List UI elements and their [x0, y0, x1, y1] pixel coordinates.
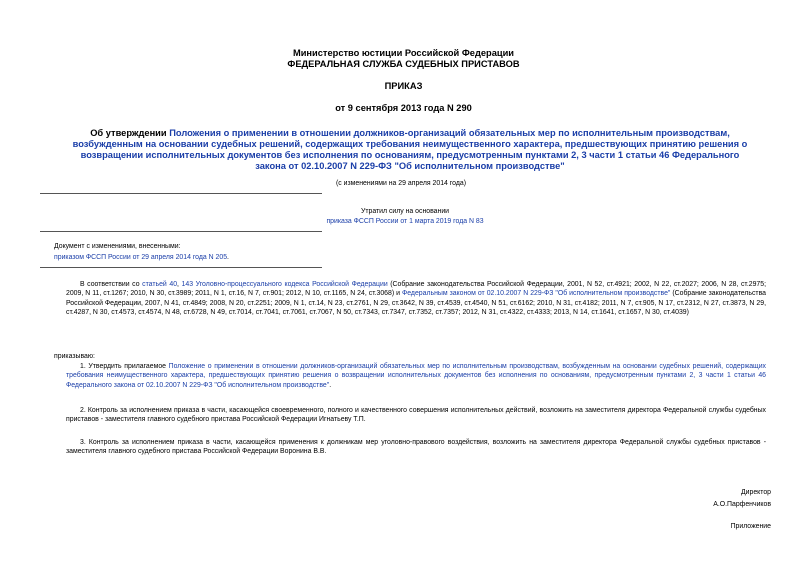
changes-line [54, 253, 229, 262]
preamble-link-article40[interactable]: статьей 40 [142, 281, 178, 288]
doc-type: ПРИКАЗ [384, 81, 423, 91]
changes-suffix: . [227, 254, 229, 261]
changes-label: Документ с изменениями, внесенными: [54, 243, 181, 250]
title-prefix: Об утверждении [90, 128, 170, 138]
ministry-name: Министерство юстиции Российской Федерации [292, 48, 515, 58]
service-name: ФЕДЕРАЛЬНАЯ СЛУЖБА СУДЕБНЫХ ПРИСТАВОВ [287, 59, 520, 69]
document-title [70, 128, 750, 172]
order-word: приказываю: [54, 353, 95, 360]
changes-link[interactable]: приказом ФССП России от 29 апреля 2014 года N 205 [54, 254, 228, 261]
doc-date-number: от 9 сентября 2013 года N 290 [335, 103, 472, 113]
signature-position: Директор [740, 489, 771, 496]
item-1-link[interactable]: Положение о применении в отношении должников-организаций обязательных мер по исполнительным производствам, возбужденным на основании судебных решений, содержащих требования неимущественного характера, предшествующих принятию решения о возвращении исполнительных документов без исполнения по основаниям, предусмотренным пунктами 2, 3 части 1 статьи 46 Федерального закона от 02.10.2007 N 229-ФЗ "Об исполнительном производстве" [66, 363, 767, 389]
expired-link[interactable]: приказа ФССП России от 1 марта 2019 года N 83 [326, 218, 484, 225]
preamble-link-229fz[interactable]: Федеральным законом от 02.10.2007 N 229-ФЗ "Об исполнительном производстве" [402, 290, 671, 298]
item-1: 1. Утвердить прилагаемое Положение о применении в отношении должников-организаций обязательных мер по исполнительным производствам, возбужденным на основании судебных решений, содержащих требования неимущественного характера, предшествующих принятию решения о возвращении исполнительных документов без исполнения по основаниям, предусмотренным пунктами 2, 3 части 1 статьи 46 Федерального закона от 02.10.2007 N 229-ФЗ "Об исполнительном производстве". [66, 363, 767, 389]
divider [40, 193, 322, 194]
amendments-note: (с изменениями на 29 апреля 2014 года) [336, 180, 466, 187]
expired-label: Утратил силу на основании [360, 208, 450, 215]
divider [40, 231, 322, 232]
title-link[interactable]: Положения о применении в отношении должников-организаций обязательных мер по исполнительным производствам, возбужденным на основании судебных решений, содержащих требования неимущественного характера, предшествующих принятию решения о возвращении исполнительных документов без исполнения по основаниям, предусмотренным пунктами 2, 3 части 1 статьи 46 Федерального закона от 02.10.2007 N 229-ФЗ "Об исполнительном производстве" [72, 128, 748, 171]
appendix-label: Приложение [730, 523, 771, 530]
preamble-link-upk[interactable]: 143 Уголовно-процессуального кодекса Российской Федерации [181, 281, 388, 288]
item-3: 3. Контроль за исполнением приказа в части, касающейся применения к должникам мер уголовно-правового воздействия, возложить на заместителя директора Федеральной службы судебных приставов - заместителя главного судебного пристава Российской Федерации Воронина В.В. [66, 439, 766, 456]
signature-name: А.О.Парфенчиков [713, 501, 771, 508]
item-2: 2. Контроль за исполнением приказа в части, касающейся своевременного, полного и качественного совершения исполнительных действий, возложить на заместителя директора Федеральной службы судебных приставов - заместителя главного судебного пристава Российской Федерации Игнатьеву Т.П. [66, 407, 766, 424]
preamble: В соответствии со статьей 40, 143 Уголовно-процессуального кодекса Российской Федерации (Собрание законодательства Российской Федерации, 2001, N 52, ст.4921; 2002, N 22, ст.2027; 2006, N 28, ст.2975; 2009, N 11, ст.1267; 2010, N 30, ст.3989; 2011, N 1, ст.16, N 7, ст.901; 2012, N 10, ст.1165, N 24, ст.3068) и Федеральным законом от 02.10.2007 N 229-ФЗ "Об исполнительном производстве" (Собрание законодательства Российской Федерации, 2007, N 41, ст.4849; 2008, N 20, ст.2251; 2009, N 1, ст.14, N 23, ст.2761, N 29, ст.3642, N 39, ст.4539, ст.4540, N 51, ст.6162; 2010, N 31, ст.4182; 2011, N 7, ст.905, N 17, ст.2312, N 27, ст.3873, N 29, ст.4287, N 30, ст.4573, ст.4574, N 48, ст.6728, N 49, ст.7014, ст.7041, ст.7061, ст.7067, N 50, ст.7343, ст.7347, ст.7352, ст.7357; 2012, N 31, ст.4322, ст.4333; 2013, N 14, ст.1641, ст.1657, N 30, ст.4039) [66, 281, 767, 317]
divider [40, 267, 322, 268]
